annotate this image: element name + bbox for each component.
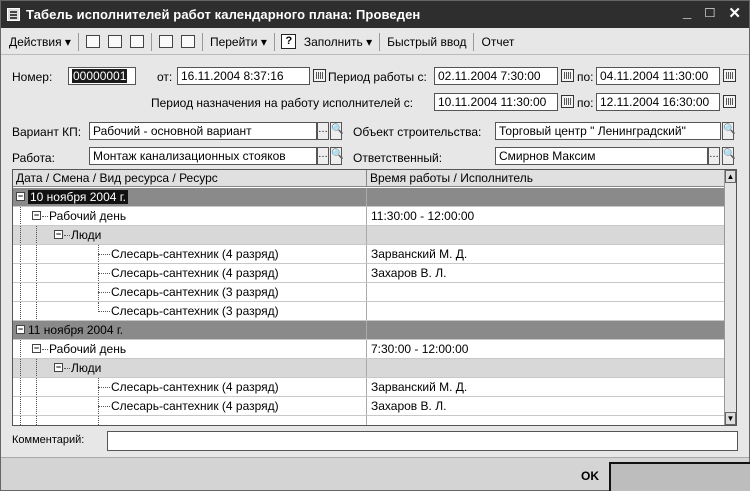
table-row[interactable] (13, 283, 725, 302)
table-row[interactable] (13, 188, 725, 207)
select-button[interactable]: … (317, 147, 329, 165)
executor-value: Захаров В. Л. (371, 399, 447, 413)
toolbar-separator (78, 33, 79, 51)
toolbar-separator (151, 33, 152, 51)
collapse-icon[interactable]: − (55, 362, 62, 372)
number-value: 00000001 (73, 69, 127, 83)
table-row[interactable] (13, 397, 725, 416)
calendar-icon[interactable] (313, 69, 326, 82)
resource-label: Слесарь-сантехник (4 разряд) (111, 399, 279, 413)
column-header-resource[interactable]: Дата / Смена / Вид ресурса / Ресурс (13, 170, 367, 186)
table-row[interactable] (13, 340, 725, 359)
vertical-scrollbar[interactable] (724, 170, 736, 425)
search-icon[interactable]: 🔍 (330, 147, 342, 165)
table-header (13, 170, 725, 187)
resource-label: Слесарь-сантехник (4 разряд) (111, 247, 279, 261)
shift-label: Рабочий день (49, 209, 127, 223)
resource-label: Слесарь-сантехник (4 разряд) (111, 380, 279, 394)
maximize-button[interactable]: □ (705, 4, 715, 21)
quick-input-button[interactable]: Быстрый ввод (387, 34, 467, 49)
date-group-label: 11 ноября 2004 г. (28, 323, 124, 337)
goto-menu[interactable]: Перейти ▾ (209, 34, 267, 49)
assign-period-label: Период назначения на работу исполнителей с: (151, 96, 414, 110)
search-icon[interactable]: 🔍 (330, 122, 342, 140)
row-value (367, 226, 725, 244)
table-row[interactable] (13, 416, 725, 426)
minimize-button[interactable]: _ (683, 4, 692, 21)
calendar-icon[interactable] (723, 95, 736, 108)
ok-button-frame[interactable] (609, 462, 750, 491)
toolbar-separator (202, 33, 203, 51)
search-icon[interactable]: 🔍 (722, 122, 734, 140)
executor-value (367, 283, 725, 301)
work-period-to-field[interactable]: 04.11.2004 11:30:00 (596, 67, 720, 85)
fill-menu[interactable]: Заполнить ▾ (303, 34, 373, 49)
resource-type-label: Люди (71, 228, 102, 242)
resource-type-label: Люди (71, 361, 102, 375)
table-row[interactable] (13, 302, 725, 321)
collapse-icon[interactable]: − (55, 229, 62, 239)
resource-label: Слесарь-сантехник (4 разряд) (111, 266, 279, 280)
calendar-icon[interactable] (723, 69, 736, 82)
executor-value (367, 302, 725, 320)
copy-icon[interactable] (105, 32, 125, 52)
table-row[interactable] (13, 321, 725, 340)
comment-label: Комментарий: (12, 434, 85, 446)
resource-label: Слесарь-сантехник (3 разряд) (111, 285, 279, 299)
responsible-label: Ответственный: (353, 151, 443, 165)
row-value: 11:30:00 - 12:00:00 (371, 209, 475, 223)
shift-label: Рабочий день (49, 342, 127, 356)
object-field[interactable]: Торговый центр " Ленинградский" (495, 122, 721, 140)
report-button[interactable]: Отчет (481, 34, 515, 49)
variant-label: Вариант КП: (12, 125, 82, 139)
toolbar-separator (274, 33, 275, 51)
comment-field[interactable] (107, 431, 738, 451)
table-row[interactable] (13, 359, 725, 378)
close-button[interactable]: ✕ (728, 5, 741, 22)
calendar-icon[interactable] (561, 95, 574, 108)
table-row[interactable] (13, 226, 725, 245)
table-row[interactable] (13, 264, 725, 283)
toolbar-separator (379, 33, 380, 51)
executor-value: Зарванский М. Д. (371, 247, 468, 261)
row-value: 7:30:00 - 12:00:00 (371, 342, 469, 356)
search-icon[interactable]: 🔍 (722, 147, 734, 165)
toolbar (1, 29, 749, 55)
assign-to-field[interactable]: 12.11.2004 16:30:00 (596, 93, 720, 111)
scroll-up-arrow-icon[interactable]: ▲ (726, 172, 735, 181)
variant-field[interactable]: Рабочий - основной вариант (89, 122, 317, 140)
help-icon-glyph: ? (281, 34, 296, 49)
collapse-icon[interactable]: − (33, 343, 40, 353)
date-group-label: 10 ноября 2004 г. (30, 190, 126, 204)
scroll-down-arrow-icon[interactable]: ▼ (726, 414, 735, 423)
assign-to-label: по: (577, 96, 594, 110)
select-button[interactable]: … (317, 122, 329, 140)
calendar-icon[interactable] (561, 69, 574, 82)
timesheet-table[interactable] (12, 169, 737, 426)
collapse-icon[interactable]: − (33, 210, 40, 220)
assign-from-field[interactable]: 10.11.2004 11:30:00 (434, 93, 558, 111)
row-value (367, 359, 725, 377)
table-row[interactable] (13, 245, 725, 264)
table-row[interactable] (13, 378, 725, 397)
to-label: по: (577, 70, 594, 84)
work-period-label: Период работы с: (328, 70, 427, 84)
toolbar-separator (473, 33, 474, 51)
table-row[interactable] (13, 207, 725, 226)
ok-button[interactable]: OK (581, 469, 599, 483)
work-label: Работа: (12, 151, 55, 165)
number-field[interactable] (68, 67, 136, 85)
document-icon (7, 8, 20, 21)
row-value (367, 188, 725, 206)
select-button[interactable]: … (708, 147, 720, 165)
add-row-icon[interactable] (83, 32, 103, 52)
executor-value: Зарванский М. Д. (371, 380, 468, 394)
row-value (367, 321, 725, 339)
collapse-icon[interactable]: − (17, 324, 24, 334)
title-bar[interactable] (1, 1, 749, 28)
executor-value: Захаров В. Л. (371, 266, 447, 280)
responsible-field[interactable]: Смирнов Максим (495, 147, 708, 165)
date-field[interactable]: 16.11.2004 8:37:16 (177, 67, 310, 85)
window-title: Табель исполнителей работ календарного плана: Проведен (26, 7, 421, 22)
from-label: от: (157, 70, 173, 84)
unpost-document-icon[interactable] (178, 32, 198, 52)
help-icon[interactable] (279, 32, 299, 52)
resource-label: Слесарь-сантехник (3 разряд) (111, 304, 279, 318)
column-header-executor[interactable]: Время работы / Исполнитель (370, 171, 533, 185)
post-document-icon[interactable] (156, 32, 176, 52)
object-label: Объект строительства: (353, 125, 482, 139)
edit-icon[interactable] (127, 32, 147, 52)
actions-menu[interactable]: Действия ▾ (9, 34, 71, 49)
collapse-icon[interactable]: − (17, 191, 24, 201)
work-field[interactable]: Монтаж канализационных стояков (89, 147, 317, 165)
number-label: Номер: (12, 70, 53, 84)
work-period-from-field[interactable]: 02.11.2004 7:30:00 (434, 67, 558, 85)
